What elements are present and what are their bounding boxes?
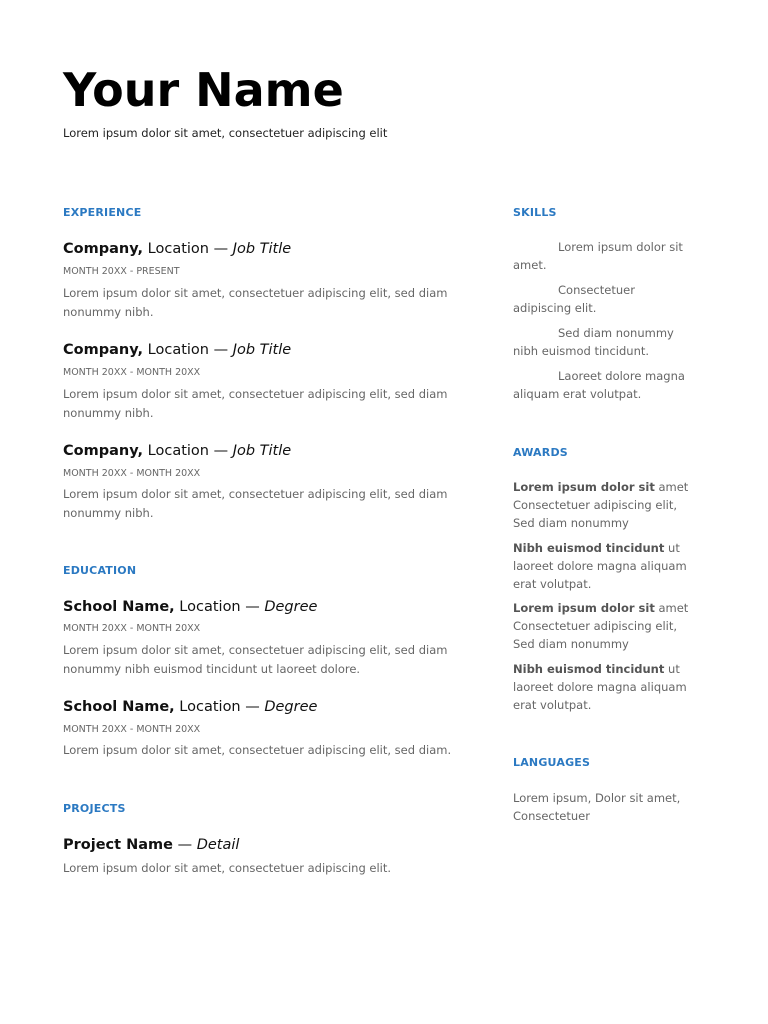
project-detail: Detail	[196, 837, 240, 853]
award-name: Lorem ipsum dolor sit	[513, 601, 655, 615]
experience-dates: MONTH 20XX - PRESENT	[63, 266, 180, 277]
degree: Degree	[264, 699, 318, 715]
award-name: Nibh euismod tincidunt	[513, 541, 665, 555]
job-title: Job Title	[232, 443, 292, 459]
tagline: Lorem ipsum dolor sit amet, consectetuer adipiscing elit	[63, 126, 388, 140]
name-heading: Your Name	[63, 63, 344, 117]
company-location: Location —	[143, 241, 233, 257]
company-location: Location —	[143, 342, 233, 358]
skill-item: Laoreet dolore magna aliquam erat volutpat.	[513, 369, 685, 401]
experience-entry-heading	[63, 239, 291, 259]
skills-section-title: SKILLS	[513, 206, 557, 219]
award-detail: ut laoreet dolore magna aliquam erat volutpat.	[513, 662, 687, 712]
project-description: Lorem ipsum dolor sit amet, consectetuer adipiscing elit.	[63, 861, 392, 875]
education-entry-heading	[63, 597, 317, 617]
company-location: Location —	[143, 443, 233, 459]
project-name: Project Name	[63, 837, 173, 853]
skill-item: Sed diam nonummy nibh euismod tincidunt.	[513, 326, 674, 358]
company-name: Company,	[63, 443, 144, 459]
school-name: School Name,	[63, 699, 175, 715]
languages-text: Lorem ipsum, Dolor sit amet, Consectetuer	[513, 791, 681, 823]
experience-entry-heading	[63, 340, 291, 360]
education-description: Lorem ipsum dolor sit amet, consectetuer adipiscing elit, sed diam.	[63, 743, 452, 757]
skill-item: Lorem ipsum dolor sit amet.	[513, 240, 683, 272]
experience-section-title: EXPERIENCE	[63, 206, 142, 219]
company-name: Company,	[63, 241, 144, 257]
experience-description: Lorem ipsum dolor sit amet, consectetuer adipiscing elit, sed diam nonummy nibh.	[63, 286, 448, 319]
education-dates: MONTH 20XX - MONTH 20XX	[63, 623, 201, 634]
experience-entry-heading	[63, 441, 291, 461]
company-name: Company,	[63, 342, 144, 358]
education-description: Lorem ipsum dolor sit amet, consectetuer adipiscing elit, sed diam nonummy nibh euismod tincidunt ut laoreet dolore.	[63, 643, 448, 676]
school-location: Location —	[174, 699, 265, 715]
award-item	[513, 600, 691, 653]
award-detail: ut laoreet dolore magna aliquam erat volutpat.	[513, 541, 687, 591]
experience-dates: MONTH 20XX - MONTH 20XX	[63, 367, 201, 378]
school-location: Location —	[174, 599, 265, 615]
experience-description: Lorem ipsum dolor sit amet, consectetuer adipiscing elit, sed diam nonummy nibh.	[63, 387, 448, 420]
education-dates: MONTH 20XX - MONTH 20XX	[63, 724, 201, 735]
education-entry-heading	[63, 697, 317, 717]
award-name: Nibh euismod tincidunt	[513, 662, 665, 676]
languages-section-title: LANGUAGES	[513, 756, 591, 769]
project-entry-heading	[63, 835, 239, 855]
project-separator: —	[172, 837, 197, 853]
award-detail: amet Consectetuer adipiscing elit, Sed diam nonummy	[513, 480, 689, 530]
experience-dates: MONTH 20XX - MONTH 20XX	[63, 468, 201, 479]
projects-section-title: PROJECTS	[63, 802, 126, 815]
award-name: Lorem ipsum dolor sit	[513, 480, 655, 494]
award-item	[513, 479, 691, 532]
degree: Degree	[264, 599, 318, 615]
award-item	[513, 540, 691, 593]
school-name: School Name,	[63, 599, 175, 615]
awards-section-title: AWARDS	[513, 446, 568, 459]
award-item	[513, 661, 691, 714]
education-section-title: EDUCATION	[63, 564, 137, 577]
job-title: Job Title	[232, 342, 292, 358]
award-detail: amet Consectetuer adipiscing elit, Sed diam nonummy	[513, 601, 689, 651]
job-title: Job Title	[232, 241, 292, 257]
skill-item: Consectetuer adipiscing elit.	[513, 283, 635, 315]
experience-description: Lorem ipsum dolor sit amet, consectetuer adipiscing elit, sed diam nonummy nibh.	[63, 487, 448, 520]
